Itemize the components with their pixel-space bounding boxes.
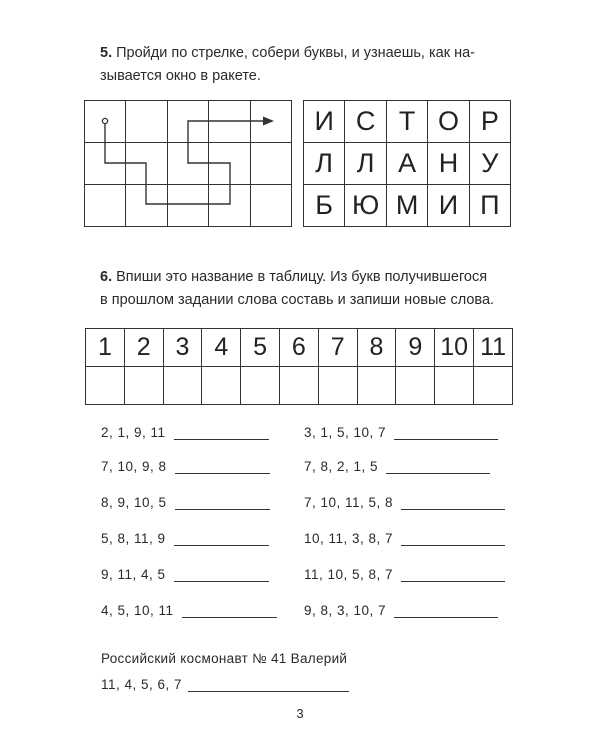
task-6-line-1: 6. Впиши это название в таблицу. Из букв получившегося	[100, 269, 488, 285]
answer-line[interactable]	[175, 461, 270, 474]
letter-cell: М	[386, 185, 427, 227]
answer-line[interactable]	[174, 533, 269, 546]
letter-cell: У	[469, 143, 510, 185]
exercise-item	[304, 425, 498, 440]
answer-line[interactable]	[386, 461, 490, 474]
number-table	[85, 328, 513, 405]
exercise-numbers: 5, 8, 11, 9	[101, 531, 166, 546]
exercise-item	[304, 603, 498, 618]
answer-line[interactable]	[175, 497, 270, 510]
answer-line[interactable]	[174, 569, 269, 582]
answer-cell[interactable]	[357, 367, 396, 405]
exercise-numbers: 9, 8, 3, 10, 7	[304, 603, 387, 618]
letter-cell: А	[386, 143, 427, 185]
number-header-cell: 10	[435, 329, 474, 367]
answer-cell[interactable]	[124, 367, 163, 405]
cosmonaut-answer	[101, 677, 349, 692]
number-header-cell: 2	[124, 329, 163, 367]
letter-cell: С	[345, 101, 387, 143]
letter-cell: Н	[428, 143, 469, 185]
letter-cell: Ю	[345, 185, 387, 227]
number-header-cell: 1	[86, 329, 125, 367]
path-start-circle	[102, 118, 107, 123]
answer-cell[interactable]	[202, 367, 241, 405]
answer-line[interactable]	[182, 605, 277, 618]
exercise-item	[101, 459, 270, 474]
exercise-numbers: 9, 11, 4, 5	[101, 567, 166, 582]
letter-cell: Л	[345, 143, 387, 185]
exercise-item	[304, 567, 505, 582]
path-arrowhead	[263, 117, 274, 126]
task-6-number: 6.	[100, 269, 113, 285]
exercise-numbers: 7, 10, 11, 5, 8	[304, 495, 394, 510]
answer-line[interactable]	[174, 427, 269, 440]
cosmonaut-numbers: 11, 4, 5, 6, 7	[101, 677, 183, 692]
exercise-numbers: 8, 9, 10, 5	[101, 495, 167, 510]
number-header-cell: 5	[241, 329, 280, 367]
number-header-cell: 7	[318, 329, 357, 367]
exercise-numbers: 10, 11, 3, 8, 7	[304, 531, 394, 546]
task-5-line-1: 5. Пройди по стрелке, собери буквы, и узнаешь, как на-	[100, 45, 475, 61]
exercise-numbers: 7, 8, 2, 1, 5	[304, 459, 379, 474]
exercise-item	[304, 531, 505, 546]
answer-cell[interactable]	[86, 367, 125, 405]
number-header-row	[86, 329, 513, 367]
letter-cell: Т	[386, 101, 427, 143]
task-6-line-2: в прошлом задании слова составь и запиши новые слова.	[100, 292, 495, 308]
answer-line[interactable]	[394, 605, 498, 618]
task-5-instructions	[100, 42, 518, 88]
number-header-cell: 9	[396, 329, 435, 367]
answer-cell[interactable]	[163, 367, 202, 405]
exercise-item	[304, 495, 505, 510]
answer-cell[interactable]	[435, 367, 474, 405]
answer-line[interactable]	[401, 569, 505, 582]
letter-grid-row	[304, 101, 511, 143]
exercise-item	[101, 495, 270, 510]
exercise-numbers: 11, 10, 5, 8, 7	[304, 567, 394, 582]
letter-cell: П	[469, 185, 510, 227]
letter-cell: И	[304, 101, 345, 143]
exercise-numbers: 4, 5, 10, 11	[101, 603, 174, 618]
letter-cell: Р	[469, 101, 510, 143]
cosmonaut-text: Российский космонавт № 41 Валерий	[101, 651, 348, 666]
task-5-number: 5.	[100, 45, 113, 61]
answer-line[interactable]	[188, 679, 349, 692]
exercise-item	[101, 531, 269, 546]
task-5-line-2: зывается окно в ракете.	[100, 68, 261, 84]
page-number: 3	[296, 706, 304, 721]
letter-cell: О	[428, 101, 469, 143]
exercise-numbers: 7, 10, 9, 8	[101, 459, 167, 474]
number-header-cell: 6	[279, 329, 318, 367]
number-header-cell: 4	[202, 329, 241, 367]
exercise-item	[304, 459, 490, 474]
exercise-item	[101, 603, 277, 618]
number-header-cell: 11	[474, 329, 513, 367]
letter-cell: Б	[304, 185, 345, 227]
number-header-cell: 8	[357, 329, 396, 367]
answer-line[interactable]	[394, 427, 498, 440]
letter-cell: Л	[304, 143, 345, 185]
answer-cell[interactable]	[396, 367, 435, 405]
path-arrow	[84, 100, 292, 226]
exercise-numbers: 2, 1, 9, 11	[101, 425, 166, 440]
task-6-instructions	[100, 266, 518, 312]
letter-grid-row	[304, 143, 511, 185]
exercise-item	[101, 425, 269, 440]
letter-cell: И	[428, 185, 469, 227]
answer-line[interactable]	[401, 497, 505, 510]
answer-row	[86, 367, 513, 405]
answer-cell[interactable]	[318, 367, 357, 405]
answer-cell[interactable]	[474, 367, 513, 405]
answer-cell[interactable]	[241, 367, 280, 405]
letter-grid	[303, 100, 511, 227]
number-header-cell: 3	[163, 329, 202, 367]
answer-line[interactable]	[401, 533, 505, 546]
exercise-numbers: 3, 1, 5, 10, 7	[304, 425, 387, 440]
answer-cell[interactable]	[279, 367, 318, 405]
letter-grid-row	[304, 185, 511, 227]
exercise-item	[101, 567, 269, 582]
